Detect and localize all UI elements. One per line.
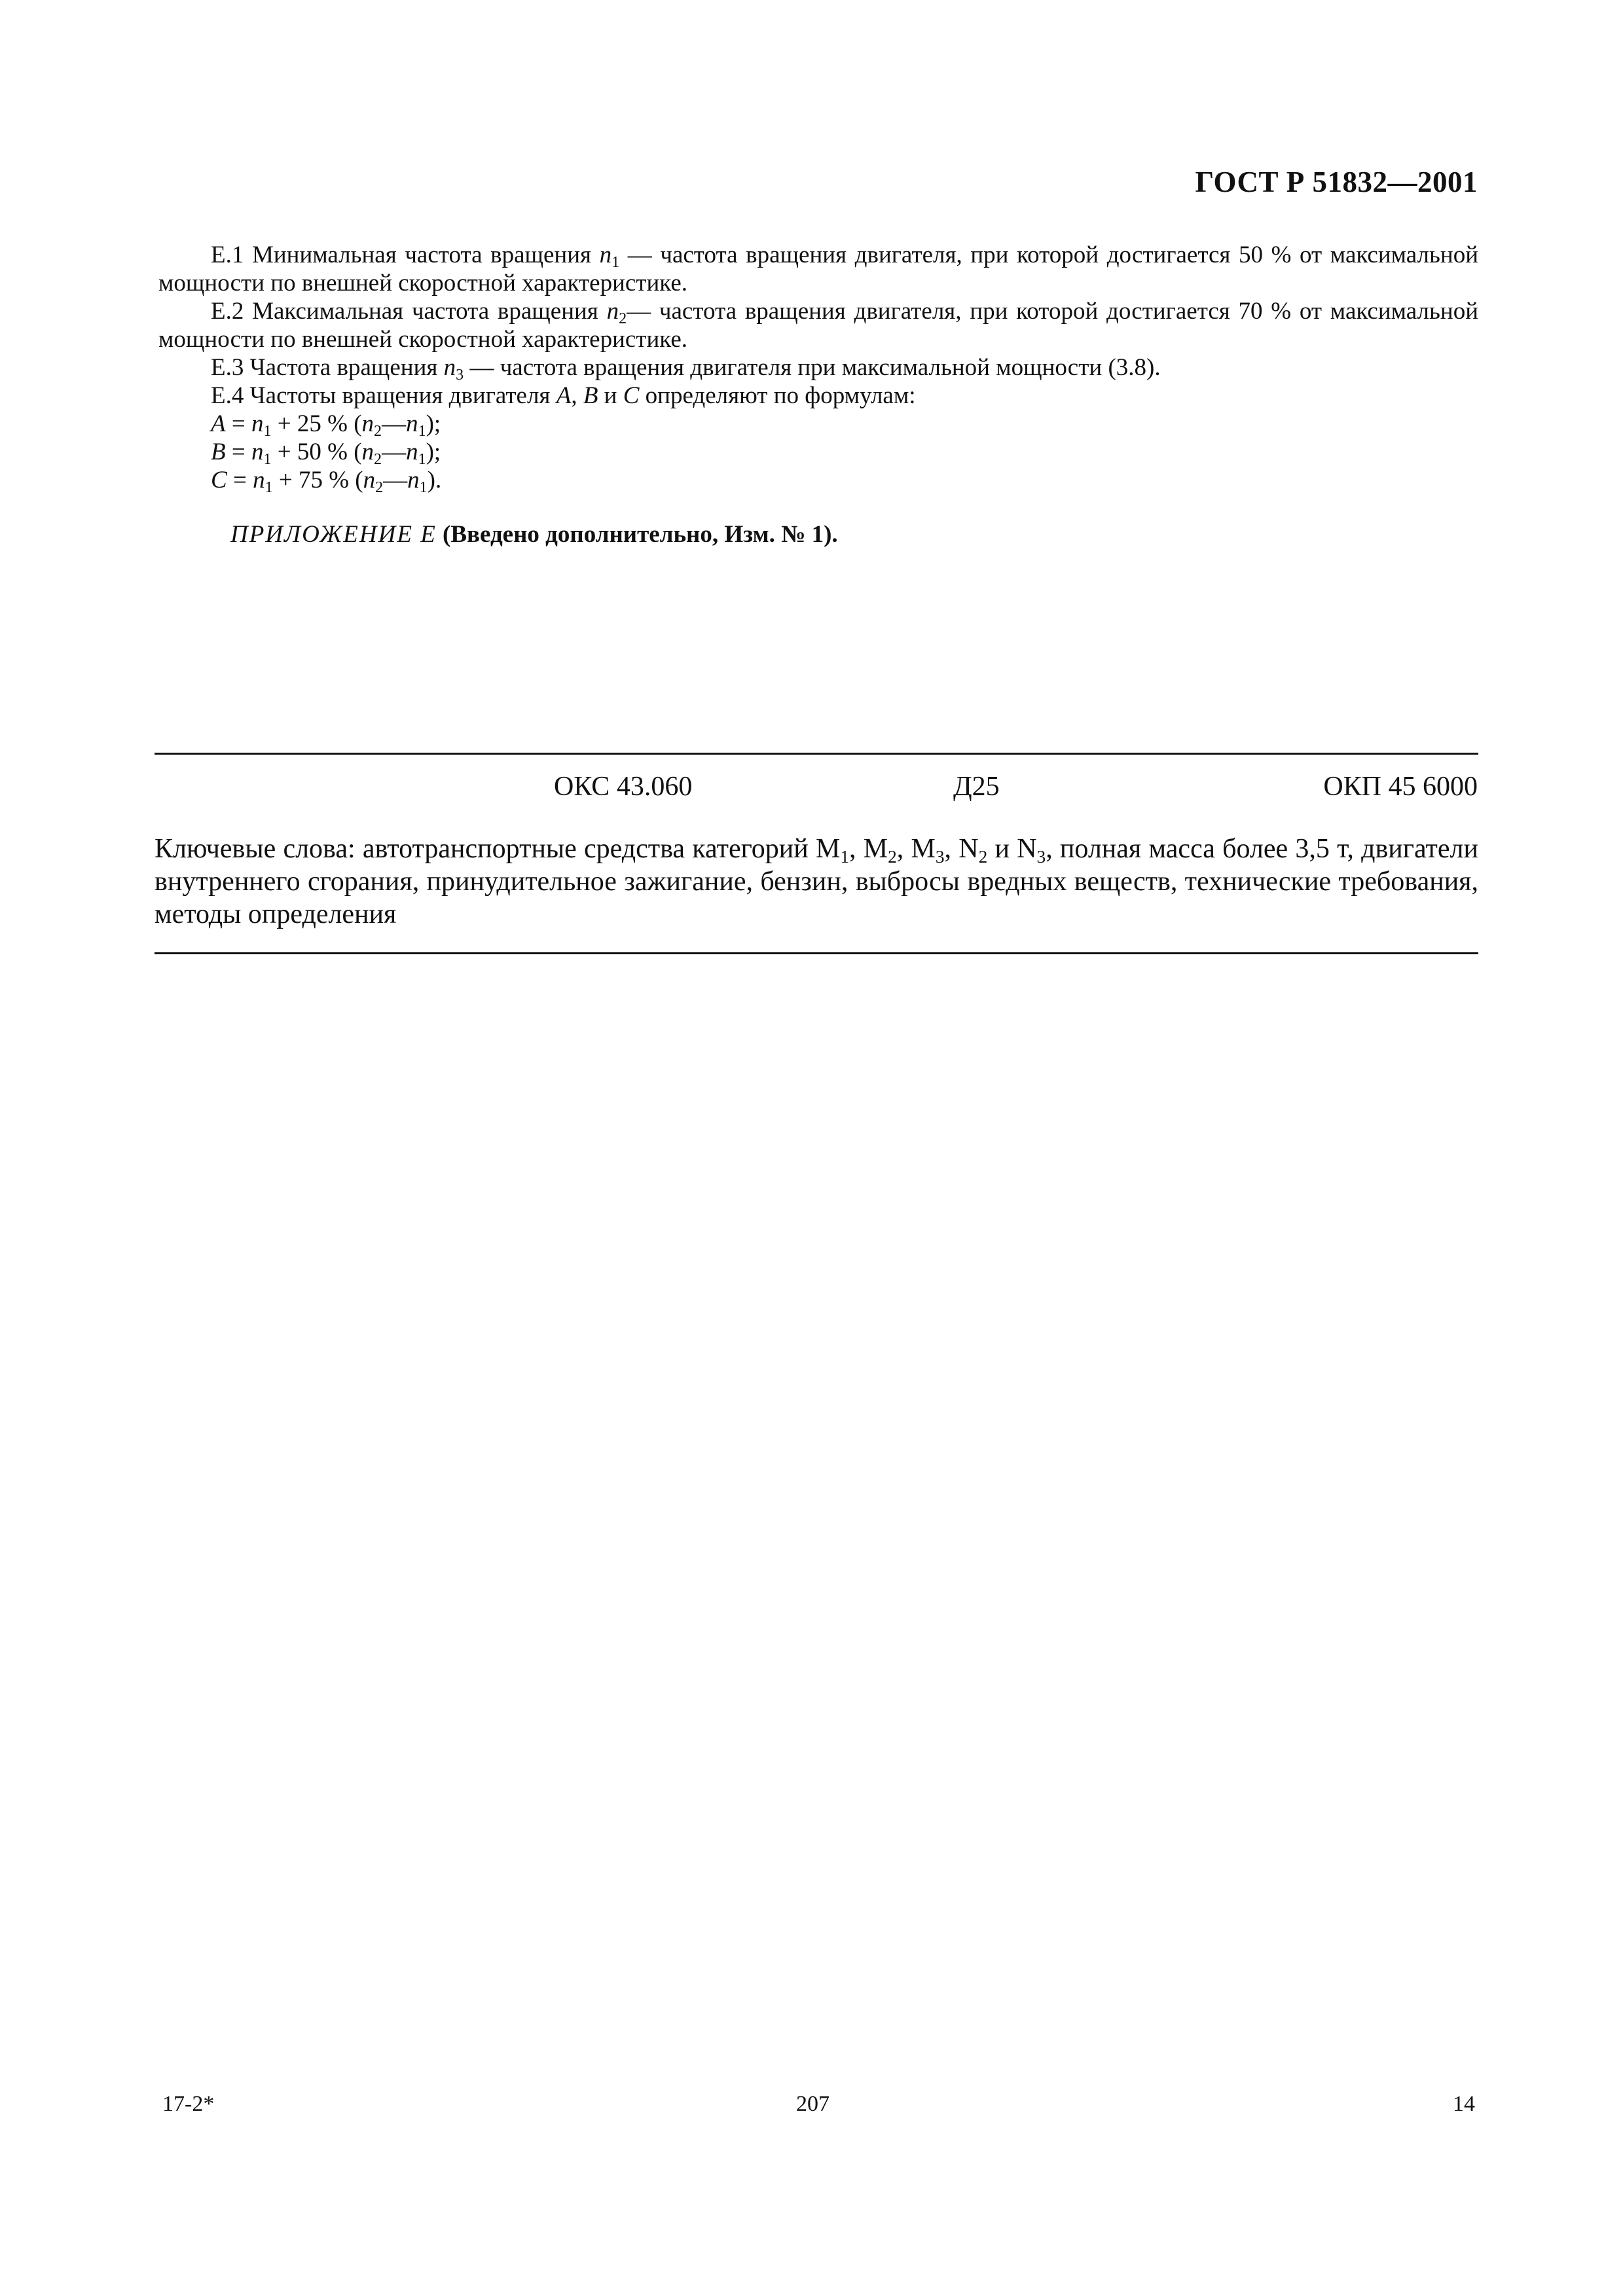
annex-note	[230, 520, 1478, 548]
e4-var-c: С	[623, 382, 640, 409]
document-code: ГОСТ Р 51832—2001	[1195, 166, 1478, 198]
e2-text-start: Е.2 Максимальная частота вращения	[211, 298, 607, 325]
paragraph-e3	[158, 353, 1478, 382]
formula-n: n	[406, 439, 418, 465]
footer-page-number: 207	[796, 2092, 830, 2116]
formula-end: );	[426, 439, 441, 465]
annex-amendment: (Введено дополнительно, Изм. № 1).	[443, 521, 838, 548]
keywords-sub: 2	[888, 847, 897, 867]
paragraph-e1	[158, 241, 1478, 297]
e4-var-a: А	[556, 382, 572, 409]
e1-subscript: 1	[611, 254, 620, 272]
group-code: Д25	[953, 772, 1000, 802]
formula-n: n	[251, 410, 264, 437]
footer-sheet-mark: 17-2*	[162, 2092, 215, 2116]
formula-percent: + 75 % (	[272, 467, 363, 493]
e1-text-end: — частота вращения двигателя, при которой достигается 50 % от максимальной мощности по внешней скоростной характеристике.	[158, 242, 1478, 296]
e1-variable: n	[599, 242, 612, 268]
formula-equals: =	[225, 410, 251, 437]
keywords-sep: , N	[944, 834, 979, 864]
formula-n: n	[251, 439, 264, 465]
formula-percent: + 25 % (	[271, 410, 362, 437]
okp-code: ОКП 45 6000	[1323, 772, 1478, 802]
e3-variable: n	[443, 354, 456, 381]
paragraph-e2	[158, 297, 1478, 353]
formula-percent: + 50 % (	[271, 439, 362, 465]
formula-b	[211, 438, 1478, 469]
formula-n: n	[253, 467, 265, 493]
keywords-intro: Ключевые слова: автотранспортные средства категорий М	[155, 834, 841, 864]
formula-sub: 1	[418, 423, 426, 440]
formula-sub: 1	[419, 479, 428, 497]
keywords-sub: 1	[840, 847, 849, 867]
formula-n: n	[407, 467, 420, 493]
formula-sub: 2	[374, 451, 382, 469]
formula-a	[211, 410, 1478, 438]
formula-lhs: A	[211, 410, 226, 437]
formula-dash: —	[382, 410, 407, 437]
top-divider	[155, 753, 1478, 755]
formula-end: );	[426, 410, 441, 437]
formula-sub: 2	[375, 479, 384, 497]
keywords-sep: и N	[987, 834, 1037, 864]
formula-n: n	[361, 410, 374, 437]
formula-lhs: C	[211, 467, 227, 493]
formula-n: n	[361, 439, 374, 465]
paragraph-e4	[158, 382, 1478, 410]
formula-n: n	[363, 467, 376, 493]
formula-sub: 1	[263, 423, 272, 440]
e4-var-b: В	[583, 382, 598, 409]
formula-dash: —	[382, 439, 407, 465]
e4-text-end: определяют по формулам:	[639, 382, 916, 409]
e4-text-start: Е.4 Частоты вращения двигателя	[211, 382, 556, 409]
e4-sep-2: и	[598, 382, 623, 409]
annex-label: ПРИЛОЖЕНИЕ Е	[230, 521, 437, 548]
formula-c	[211, 466, 1478, 497]
e2-subscript: 2	[619, 310, 627, 328]
oks-code: ОКС 43.060	[554, 772, 693, 802]
keywords-sep: , М	[849, 834, 888, 864]
e2-text-end: — частота вращения двигателя, при которой достигается 70 % от максимальной мощности по внешней скоростной характеристике.	[158, 298, 1478, 353]
bottom-divider	[155, 952, 1478, 954]
e4-sep-1: ,	[571, 382, 583, 409]
formula-lhs: B	[211, 439, 226, 465]
annex-body	[158, 241, 1478, 548]
formula-sub: 2	[374, 423, 382, 440]
e3-text-start: Е.3 Частота вращения	[211, 354, 444, 381]
keywords-sub: 3	[935, 847, 945, 867]
formula-end: ).	[427, 467, 442, 493]
formula-equals: =	[225, 439, 251, 465]
keywords	[155, 833, 1478, 931]
formula-sub: 1	[263, 451, 272, 469]
e3-text-end: — частота вращения двигателя при максимальной мощности (3.8).	[464, 354, 1161, 381]
keywords-sep: , М	[896, 834, 936, 864]
keywords-sub: 2	[978, 847, 988, 867]
formula-sub: 1	[418, 451, 426, 469]
footer-doc-page: 14	[1453, 2092, 1475, 2116]
formula-equals: =	[227, 467, 253, 493]
formula-n: n	[406, 410, 418, 437]
formula-dash: —	[383, 467, 408, 493]
e1-text-start: Е.1 Минимальная частота вращения	[211, 242, 600, 268]
formula-sub: 1	[264, 479, 273, 497]
e2-variable: n	[606, 298, 619, 325]
e3-subscript: 3	[456, 367, 464, 384]
keywords-rest: , полная масса более 3,5 т, двигатели внутреннего сгорания, принудительное зажигание, бензин, выбросы вредных веществ, технические требования, методы определения	[155, 834, 1478, 929]
keywords-sub: 3	[1036, 847, 1046, 867]
